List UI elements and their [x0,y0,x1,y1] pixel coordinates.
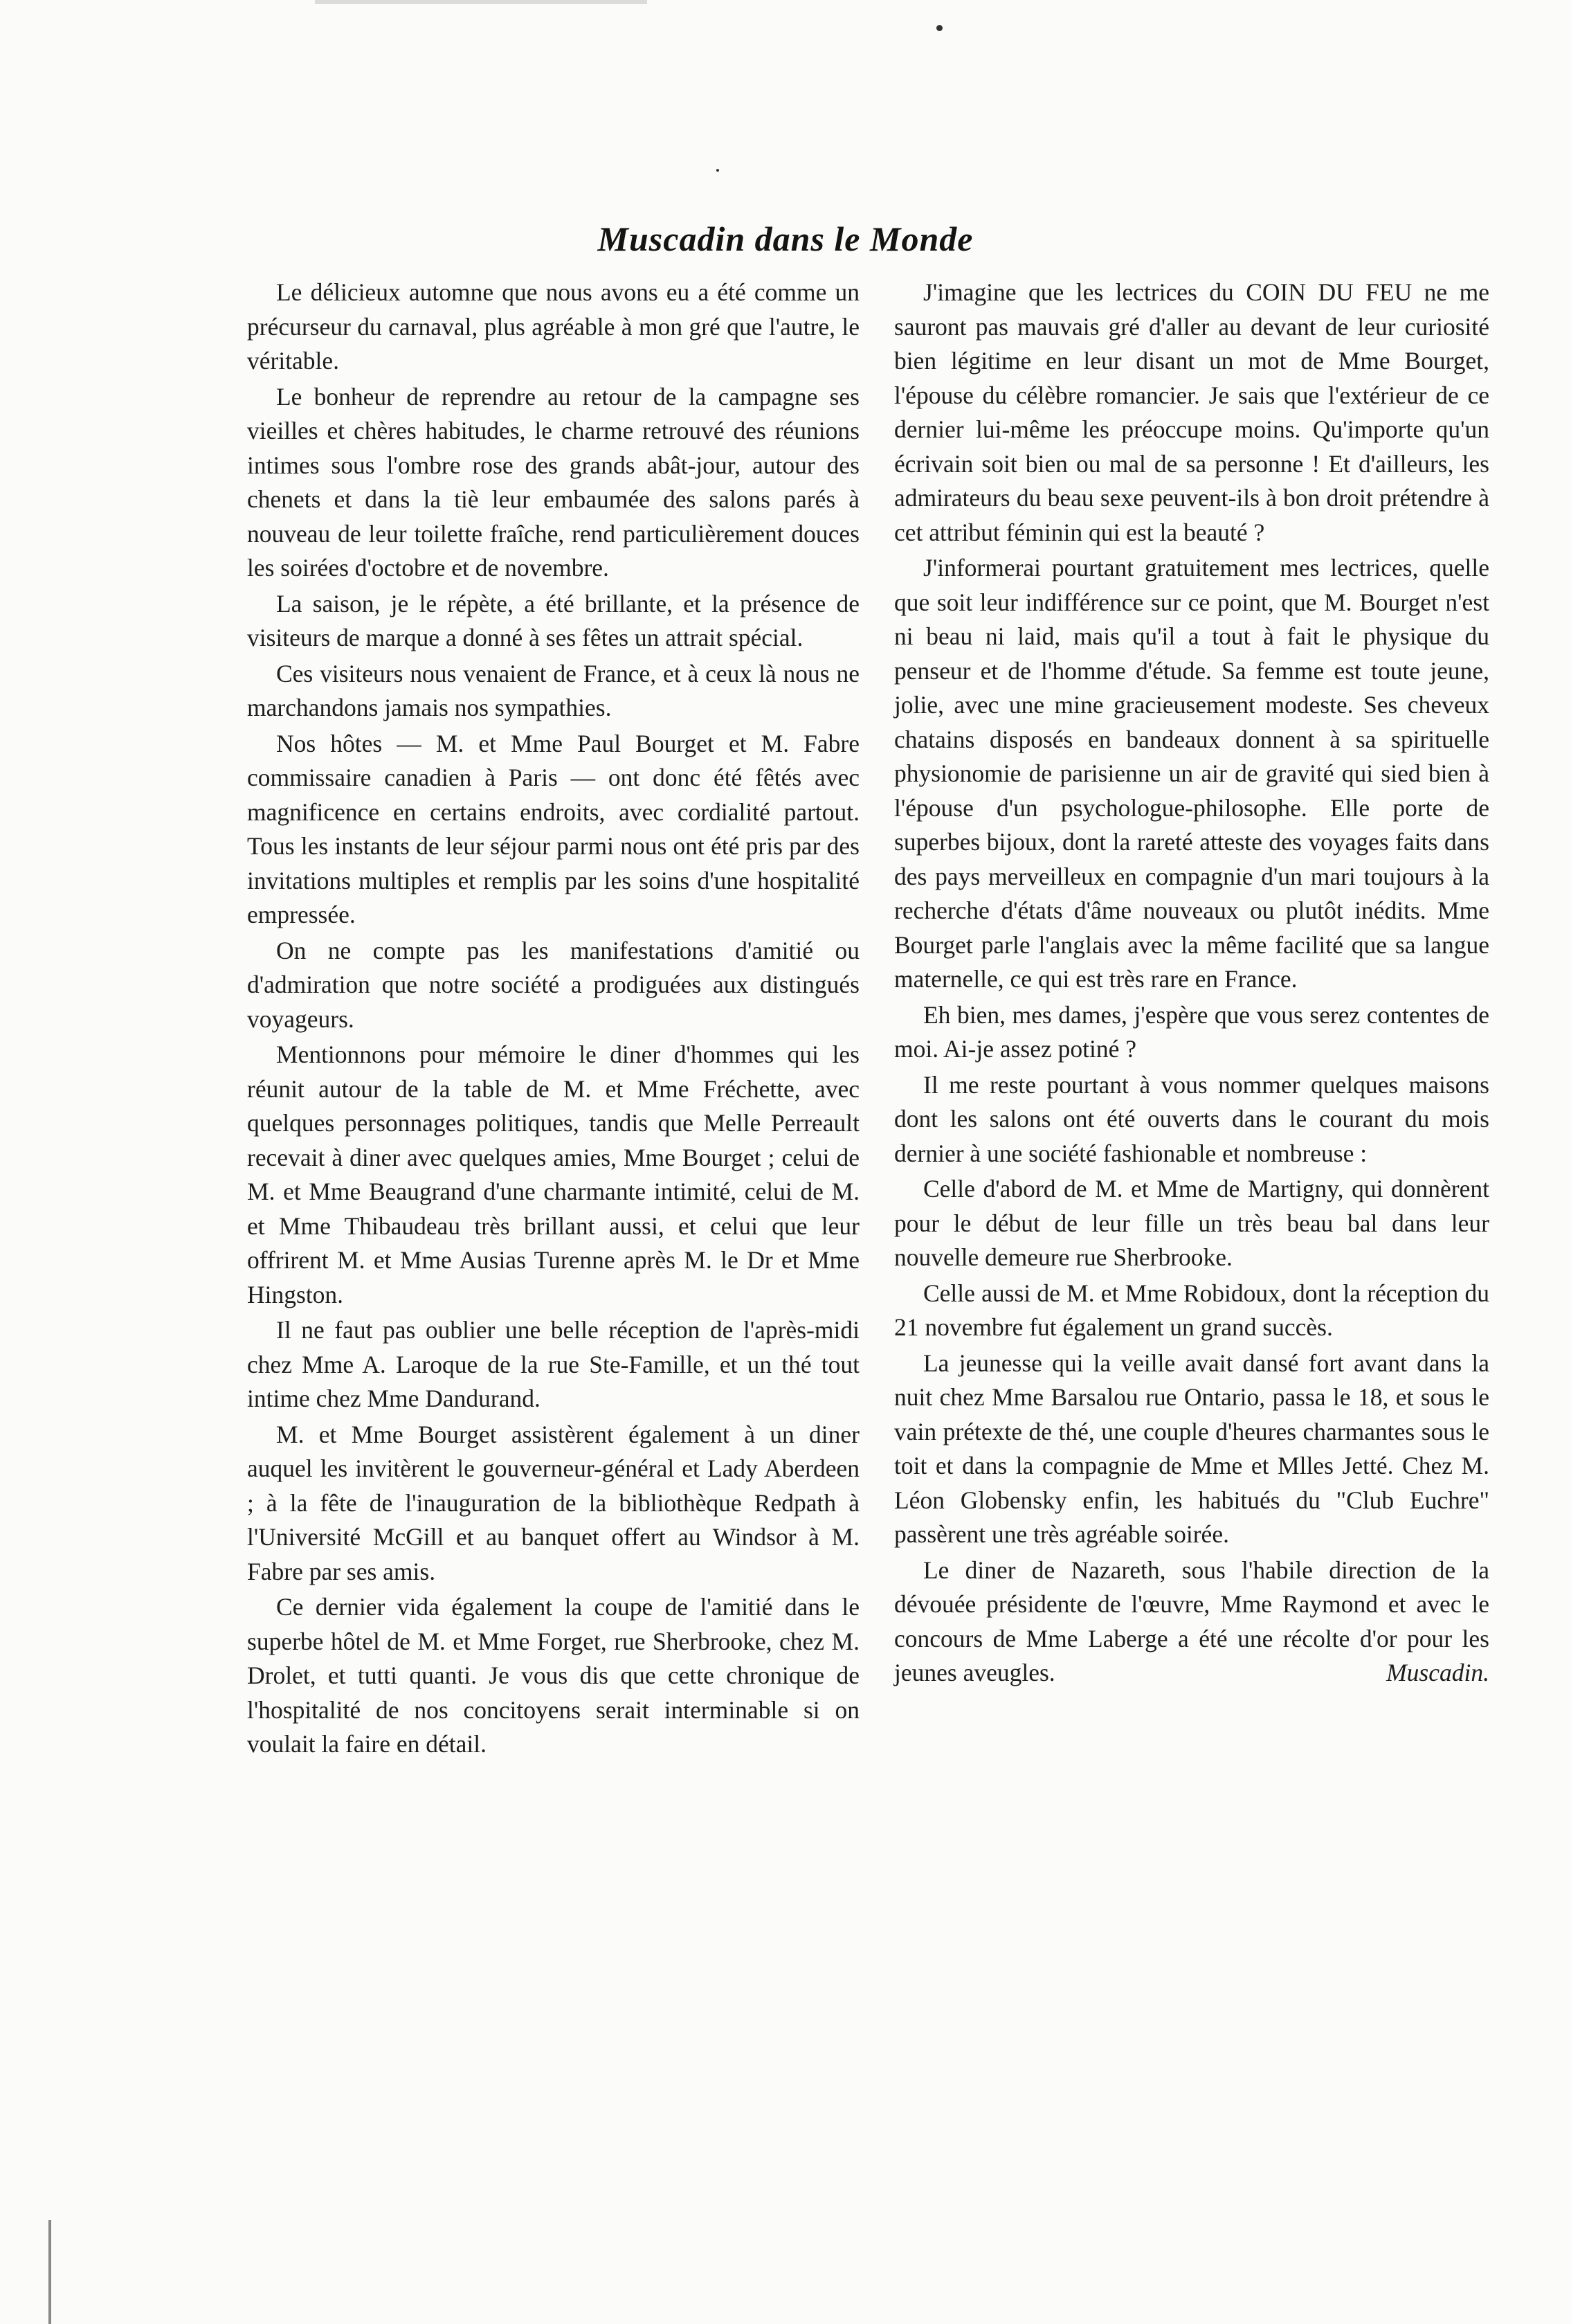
paragraph: M. et Mme Bourget assistèrent également à un diner auquel les invitèrent le gouverneur-général et Lady Aberdeen ; à la fête de l'inauguration de la bibliothèque Redpath à l'Université McGill et au banquet offert au Windsor à M. Fabre par ses amis. [247,1420,860,1585]
paragraph: Il me reste pourtant à vous nommer quelques maisons dont les salons ont été ouverts dans le courant du mois dernier à une société fashionable et nombreuse : [894,1070,1489,1167]
print-speck [936,25,943,31]
paragraph: Ce dernier vida également la coupe de l'amitié dans le superbe hôtel de M. et Mme Forget, rue Sherbrooke, chez M. Drolet, et tutti quanti. Je vous dis que cette chronique de l'hospitalité de nos concitoyens serait interminable si on voulait la faire en détail. [247,1593,860,1758]
article-title: Muscadin dans le Monde [597,219,974,258]
last-paragraph-text: Le diner de Nazareth, sous l'habile direction de la dévouée présidente de l'œuvre, Mme Raymond et avec le concours de Mme Laberge a été une récolte d'or pour les jeunes aveugles. [894,1556,1489,1686]
paragraph: Le délicieux automne que nous avons eu a été comme un précurseur du carnaval, plus agréable à mon gré que l'autre, le véritable. [247,278,860,375]
paragraph: Celle d'abord de M. et Mme de Martigny, qui donnèrent pour le début de leur fille un très beau bal dans leur nouvelle demeure rue Sherbrooke. [894,1175,1489,1271]
paragraph: La saison, je le répète, a été brillante, et la présence de visiteurs de marque a donné à ses fêtes un attrait spécial. [247,589,860,651]
paragraph: Mentionnons pour mémoire le diner d'hommes qui les réunit autour de la table de M. et Mme Fréchette, avec quelques personnages politiques, tandis que Melle Perreault recevait à diner avec quelques amies, Mme Bourget ; celui de M. et Mme Beaugrand d'une charmante intimité, celui de M. et Mme Thibaudeau très brillant aussi, et celui que leur offrirent M. et Mme Ausias Turenne après M. le Dr et Mme Hingston. [247,1041,860,1308]
print-smudge [315,0,647,4]
paragraph: Il ne faut pas oublier une belle réception de l'après-midi chez Mme A. Laroque de la rue Ste-Famille, et un thé tout intime chez Mme Dandurand. [247,1316,860,1412]
paragraph: On ne compte pas les manifestations d'amitié ou d'admiration que notre société a prodiguées aux distingués voyageurs. [247,936,860,1033]
print-speck [716,169,719,172]
left-column [247,276,860,1763]
paragraph: Nos hôtes — M. et Mme Paul Bourget et M. Fabre commissaire canadien à Paris — ont donc été fêtés avec magnificence en certains endroits, avec cordialité partout. Tous les instants de leur séjour parmi nous ont été pris par des invitations multiples et remplis par les soins d'une hospitalité empressée. [247,729,860,928]
paragraph: Ces visiteurs nous venaient de France, et à ceux là nous ne marchandons jamais nos sympathies. [247,659,860,721]
paragraph: J'informerai pourtant gratuitement mes lectrices, quelle que soit leur indifférence sur ce point, que M. Bourget n'est ni beau ni laid, mais qu'il a tout à fait le physique du penseur et de l'homme d'étude. Sa femme est toute jeune, jolie, avec une mine gracieusement modeste. Ses cheveux chatains disposés en bandeaux donnent à sa spirituelle physionomie de parisienne un air de gravité qui sied bien à l'épouse d'un psychologue-philosophe. Elle porte de superbes bijoux, dont la rareté atteste des voyages faits dans des pays merveilleux en compagnie d'un mari toujours à la recherche d'états d'âme nouveaux ou plutôt inédits. Mme Bourget parle l'anglais avec la même facilité que sa langue maternelle, ce qui est très rare en France. [894,554,1489,993]
paragraph: Eh bien, mes dames, j'espère que vous serez contentes de moi. Ai-je assez potiné ? [894,1000,1489,1063]
paragraph: Le bonheur de reprendre au retour de la campagne ses vieilles et chères habitudes, le charme retrouvé des réunions intimes sous l'ombre rose des grands abât-jour, autour des chenets et dans la tiè leur embaumée des salons parés à nouveau de leur toilette fraîche, rend particulièrement douces les soirées d'octobre et de novembre. [247,382,860,582]
paragraph: Celle aussi de M. et Mme Robidoux, dont la réception du 21 novembre fut également un grand succès. [894,1279,1489,1341]
paragraph [894,1553,1489,1691]
right-column [894,276,1489,1692]
signature: Muscadin. [1386,1659,1489,1686]
paragraph: J'imagine que les lectrices du COIN DU FEU ne me sauront pas mauvais gré d'aller au devant de leur curiosité bien légitime en leur disant un mot de Mme Bourget, l'épouse du célèbre romancier. Je sais que l'extérieur de ce dernier lui-même les préoccupe moins. Qu'importe qu'un écrivain soit bien ou mal de sa personne ! Et d'ailleurs, les admirateurs du beau sexe peuvent-ils à bon droit prétendre à cet attribut féminin qui est la beauté ? [894,278,1489,546]
paragraph: La jeunesse qui la veille avait dansé fort avant dans la nuit chez Mme Barsalou rue Ontario, passa le 18, et sous le vain prétexte de thé, une couple d'heures charmantes sous le toit et dans la compagnie de Mme et Mlles Jetté. Chez M. Léon Globensky enfin, les habitués du "Club Euchre" passèrent une très agréable soirée. [894,1349,1489,1548]
binding-margin-mark [0,2220,51,2324]
